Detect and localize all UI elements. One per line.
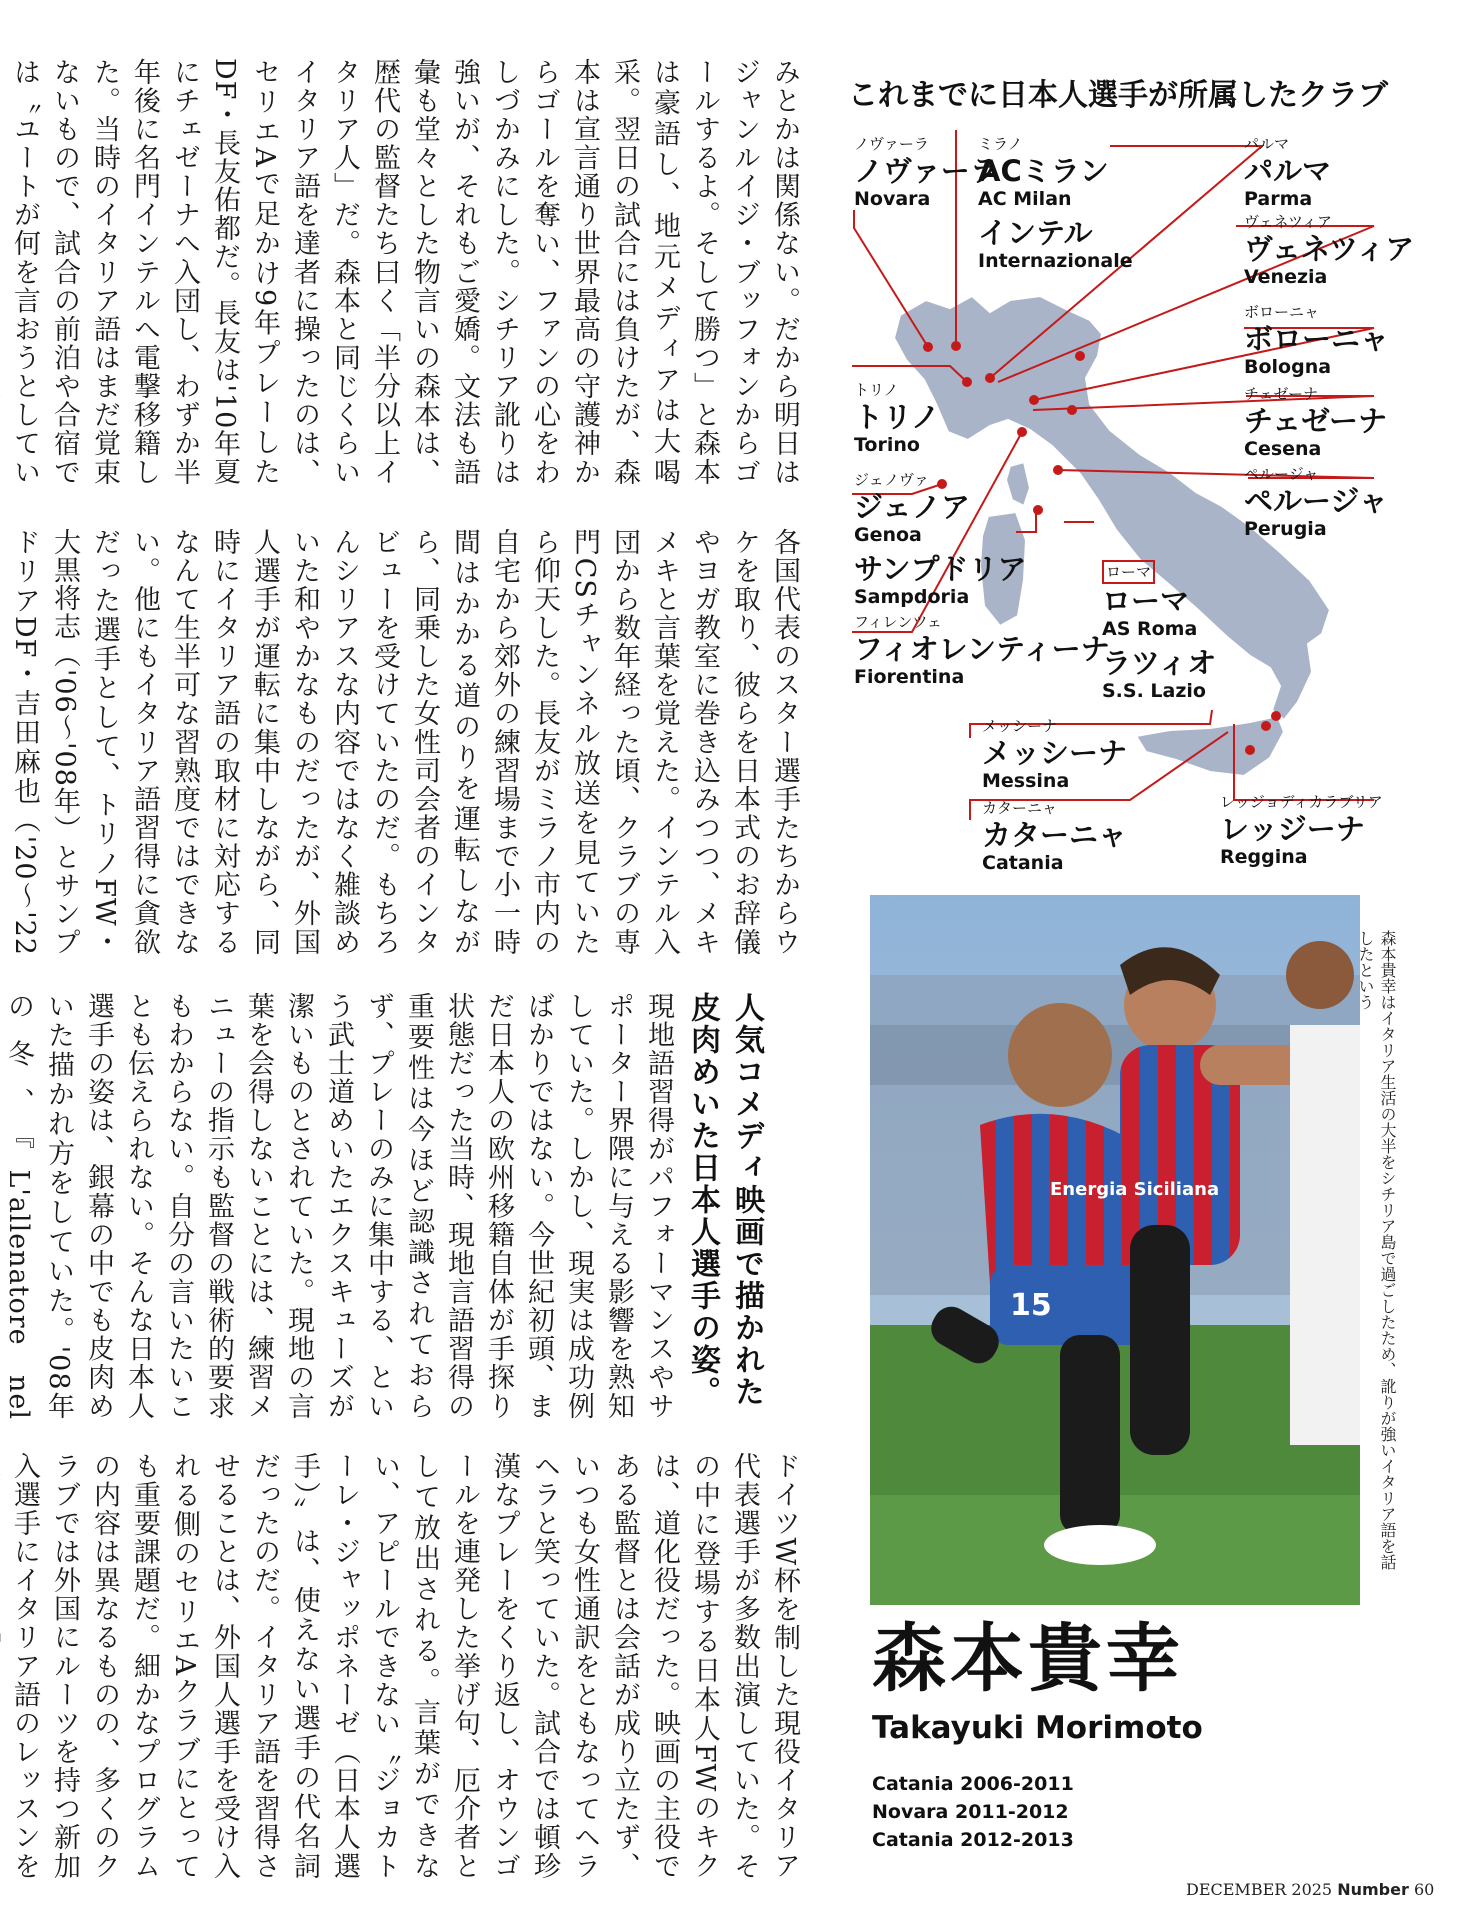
sock-left — [1060, 1335, 1120, 1535]
club-region: ジェノヴァ — [854, 471, 929, 489]
club-fiorentina — [854, 612, 1110, 688]
club-name-en-2: Internazionale — [978, 250, 1133, 272]
section-subheading: 人気コメディ映画で描かれた皮肉めいた日本人選手の姿。 — [685, 992, 764, 1408]
club-venezia — [1244, 212, 1414, 288]
player-name-en: Takayuki Morimoto — [872, 1710, 1203, 1746]
boot — [1044, 1525, 1156, 1565]
club-messina — [982, 716, 1127, 792]
club-name-en: Fiorentina — [854, 666, 965, 688]
club-torino — [854, 380, 940, 456]
club-region: ノヴァーラ — [854, 135, 929, 153]
club-name-jp: トリノ — [854, 400, 940, 434]
club-name-jp: ローマ — [1102, 584, 1190, 618]
club-region: チェゼーナ — [1244, 385, 1318, 403]
club-name-jp: ペルージャ — [1244, 484, 1388, 518]
club-name-jp: チェゼーナ — [1244, 404, 1387, 438]
club-region: ローマ — [1102, 560, 1155, 584]
club-name-en: Torino — [854, 434, 920, 456]
club-name-jp-2: インテル — [978, 216, 1093, 250]
career-item: Catania 2006-2011 — [872, 1773, 1074, 1795]
page-folio — [1186, 1880, 1434, 1899]
club-cesena — [1244, 384, 1387, 460]
club-region: ヴェネツィア — [1244, 213, 1333, 231]
club-name-en: Novara — [854, 188, 931, 210]
shirt-number: 15 — [1010, 1288, 1052, 1323]
club-name-en: Venezia — [1244, 266, 1328, 288]
article-column-1: みとかは関係ない。だから明日はジャンルイジ・ブッフォンからゴールするよ。そして勝つ」と森本は豪語し、地元メディアは大喝采。翌日の試合には負けたが、森本は宣言通り世界最高の守護神からゴールを奪い、ファンの心をわしづかみにした。シチリア訛りは強いが、それもご愛嬌。文法も語彙も堂々とした物言いの森本は、歴代の監督たち曰く「半分以上イタリア人」だ。森本と同じくらいイタリア語を達者に操ったのは、セリエAで足かけ9年プレーしたDF・長友佑都だ。長友は'10年夏にチェゼーナへ入団し、わずか半年後に名門インテルへ電撃移籍した。当時のイタリア語はまだ覚束ないもので、試合の前泊や合宿では〝ユートが何を言おうとしてい — [9, 58, 800, 486]
sock-right — [1130, 1225, 1190, 1455]
career-item: Novara 2011-2012 — [872, 1801, 1069, 1823]
club-roma — [1102, 560, 1216, 702]
career-item: Catania 2012-2013 — [872, 1829, 1074, 1851]
club-region: フィレンツェ — [854, 613, 942, 631]
club-region: トリノ — [854, 381, 899, 399]
folio-magazine: Number — [1337, 1880, 1409, 1899]
club-milan — [978, 134, 1133, 272]
club-novara — [854, 134, 999, 210]
folio-page-number: 60 — [1413, 1880, 1435, 1899]
club-name-en: Catania — [982, 852, 1064, 874]
club-region: パルマ — [1244, 135, 1290, 153]
club-name-jp: カターニャ — [982, 818, 1128, 852]
club-reggina — [1220, 792, 1383, 868]
club-name-jp: レッジーナ — [1220, 812, 1365, 846]
club-region: メッシーナ — [982, 717, 1058, 735]
club-name-en: Bologna — [1244, 356, 1332, 378]
club-name-jp: ボローニャ — [1244, 322, 1390, 356]
club-name-en: Genoa — [854, 524, 922, 546]
club-name-en-2: Sampdoria — [854, 586, 970, 608]
club-region: レッジョディカラブリア — [1220, 793, 1383, 811]
club-region: ボローニャ — [1244, 303, 1320, 321]
club-name-en-2: S.S. Lazio — [1102, 680, 1206, 702]
club-name-jp: ACミラン — [978, 154, 1109, 188]
club-name-jp-2: サンプドリア — [854, 552, 1027, 586]
article-column-3: 現地語習得がパフォーマンスやサポーター界隈に与える影響を熟知していた。しかし、現実は成功例ばかりではない。今世紀初頭、まだ日本人の欧州移籍自体が手探り状態だった当時、現地言語習得の重要性は今ほど認識されておらず、プレーのみに集中する、という武士道めいたエクスキューズが潔いものとされていた。現地の言葉を会得しないことには、練習メニューの指示も監督の戦術的要求もわからない。自分の言いたいことも伝えられない。そんな日本人選手の姿は、銀幕の中でも皮肉めいた描かれ方をしていた。'08年の冬、『L'allenatore nel — [3, 992, 674, 1420]
photo-caption: 森本貴幸はイタリア生活の大半をシチリア島で過ごしたため、訛りが強いイタリア語を話したという — [1356, 930, 1397, 1570]
club-name-jp: ジェノア — [854, 490, 971, 524]
club-perugia — [1244, 464, 1388, 540]
club-region: カターニャ — [982, 799, 1058, 817]
club-name-en: Perugia — [1244, 518, 1327, 540]
map-title: これまでに日本人選手が所属したクラブ — [848, 78, 1388, 113]
club-name-jp: パルマ — [1244, 154, 1332, 188]
club-name-en: Reggina — [1220, 846, 1308, 868]
club-bologna — [1244, 302, 1389, 378]
player-photo-illustration — [870, 895, 1360, 1605]
club-parma — [1244, 134, 1331, 210]
club-name-jp-2: ラツィオ — [1102, 646, 1217, 680]
club-name-jp: ノヴァーラ — [854, 154, 999, 188]
opponent-kit — [1290, 1025, 1360, 1445]
shirt-sponsor: Energia Siciliana — [1050, 1179, 1220, 1200]
player-name-jp: 森本貴幸 — [872, 1616, 1184, 1702]
club-genoa — [854, 470, 1027, 608]
club-name-jp: ヴェネツィア — [1244, 232, 1415, 266]
club-name-en: Messina — [982, 770, 1070, 792]
club-name-jp: フィオレンティーナ — [854, 632, 1110, 666]
player-photo — [870, 895, 1360, 1605]
club-name-jp: メッシーナ — [982, 736, 1128, 770]
article-column-2: 各国代表のスター選手たちからウケを取り、彼らを日本式のお辞儀やヨガ教室に巻き込みつつ、メキメキと言葉を覚えた。インテル入団から数年経った頃、クラブの専門CSチャンネル放送を見ていたら仰天した。長友がミラノ市内の自宅から郊外の練習場まで小一時間はかかる道のりを運転しながら、同乗した女性司会者のインタビューを受けていたのだ。もちろんシリアスな内容ではなく雑談めいた和やかなものだったが、外国人選手が運転に集中しながら、同時にイタリア語の取材に対応するなんて生半可な習熟度ではできない。他にもイタリア語習得に貪欲だった選手として、トリノFW・大黒将志（'06～'08年）とサンプドリアDF・吉田麻也（'20～'22 — [9, 528, 800, 956]
club-region: ペルージャ — [1244, 465, 1319, 483]
club-name-en: AS Roma — [1102, 618, 1198, 640]
club-region: ミラノ — [978, 135, 1023, 153]
career-list — [872, 1770, 1074, 1854]
club-name-en: Cesena — [1244, 438, 1322, 460]
player-head-front — [1008, 1003, 1112, 1107]
club-map — [840, 60, 1415, 880]
article-column-4: ドイツW杯を制した現役イタリア代表選手が多数出演していた。その中に登場する日本人FWのキクは、道化役だった。映画の主役である監督とは会話が成り立たず、いつも女性通訳をともなってヘラヘラと笑っていた。試合では頓珍漢なプレーをくり返し、オウンゴールを連発した挙げ句、厄介者として放出される。言葉ができない、アピールできない〝ジョカトーレ・ジャッポネーゼ（日本人選手）〟は、使えない選手の代名詞だったのだ。イタリア語を習得させることは、外国人選手を受け入れる側のセリエAクラブにとっても重要課題だ。細かなプログラムの内容は異なるものの、多くのクラブでは外国にルーツを持つ新加入選手にイタリア語のレッスンを — [9, 1452, 800, 1880]
club-catania — [982, 798, 1127, 874]
folio-date: DECEMBER 2025 — [1186, 1880, 1333, 1899]
club-name-en: Parma — [1244, 188, 1313, 210]
club-name-en: AC Milan — [978, 188, 1072, 210]
